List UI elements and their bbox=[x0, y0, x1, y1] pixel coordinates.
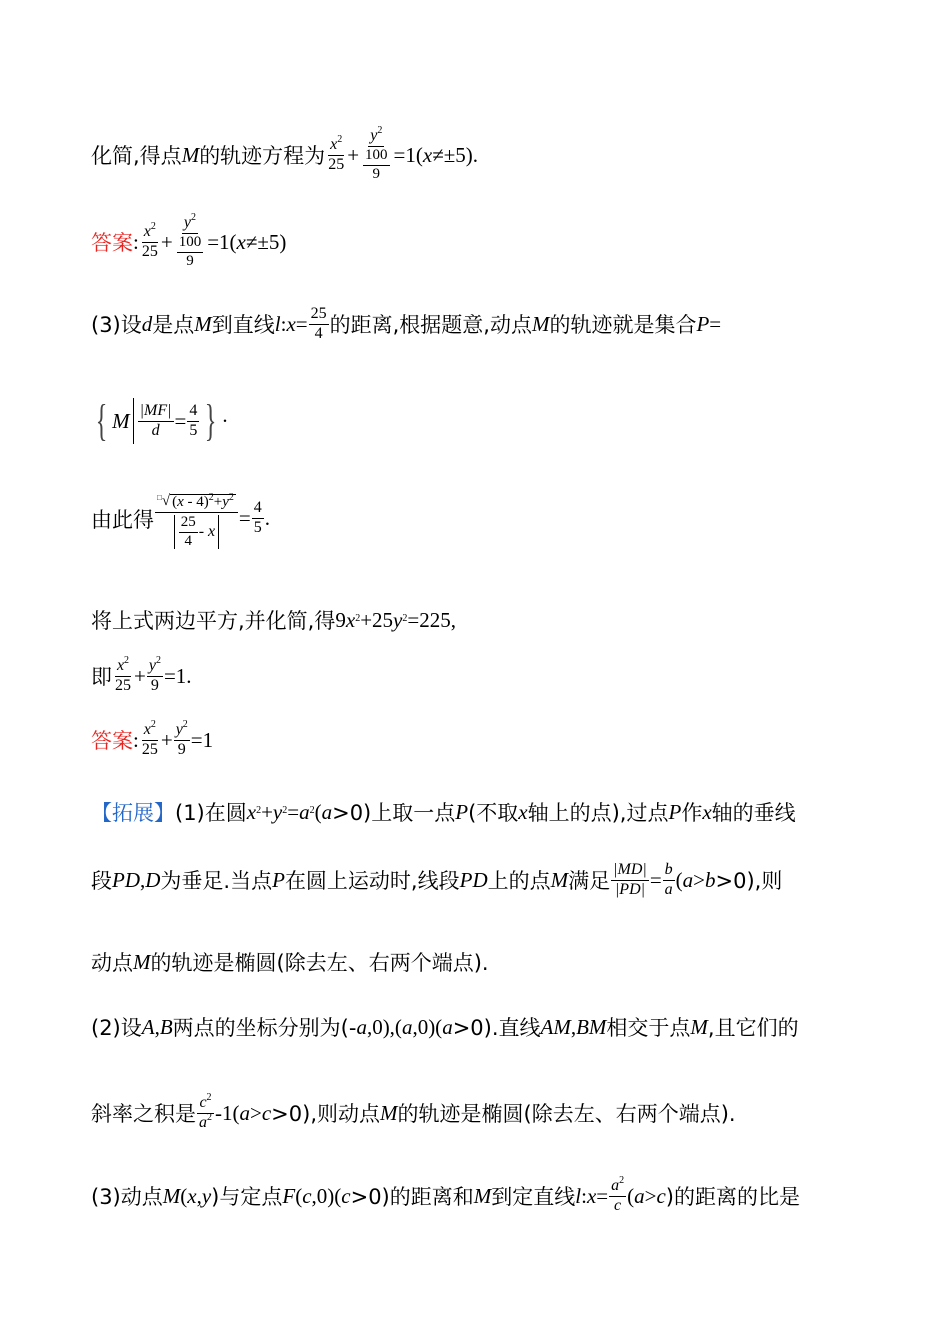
var: a bbox=[299, 799, 310, 824]
var: M bbox=[380, 1100, 398, 1125]
var: D bbox=[145, 867, 161, 892]
fraction: $\frac{b}{a}$ bbox=[664, 861, 673, 898]
text: >0),则动点 bbox=[271, 1102, 380, 1127]
left-brace: { bbox=[95, 396, 108, 445]
text: 上的点 bbox=[487, 869, 551, 894]
fraction: $\frac{25}{4}$ bbox=[310, 305, 327, 342]
divider bbox=[133, 398, 134, 444]
var: c bbox=[261, 1100, 272, 1125]
extension-line-6 bbox=[91, 1175, 800, 1215]
var: x bbox=[236, 229, 246, 254]
text: (不取 bbox=[468, 801, 519, 825]
fraction: $\frac{x^2}{25}$ bbox=[115, 655, 131, 694]
var: PD bbox=[112, 867, 140, 892]
text: 轴的垂线 bbox=[711, 801, 796, 825]
text: -1( bbox=[215, 1100, 240, 1125]
answer-label: 答案 bbox=[91, 729, 133, 754]
text: 9 bbox=[335, 607, 346, 632]
var: M bbox=[112, 408, 130, 433]
text: + bbox=[261, 799, 273, 824]
var: c bbox=[656, 1183, 666, 1208]
text: ( bbox=[627, 1183, 635, 1208]
var: a bbox=[356, 1014, 367, 1039]
text: =1( bbox=[207, 229, 237, 254]
text: >0)的距离和 bbox=[350, 1185, 474, 1210]
extension-line-1: 【拓展】 (1)在圆 x $^2$ + y $^2$ = a $^2$ ( a >0)上取一点 P (不取 x 轴上的点),过点 P 作 x 轴的垂线 bbox=[91, 797, 796, 827]
var: M bbox=[531, 311, 550, 336]
text: )与定点 bbox=[211, 1185, 283, 1210]
var: d bbox=[141, 311, 153, 336]
var: x bbox=[187, 1183, 197, 1208]
text: =1. bbox=[163, 663, 192, 688]
text: · bbox=[221, 408, 229, 433]
var: M bbox=[133, 949, 151, 974]
operator: + bbox=[134, 663, 146, 688]
var: x bbox=[345, 607, 356, 632]
extension-line-3 bbox=[91, 947, 489, 977]
var: x bbox=[702, 799, 712, 824]
operator: + bbox=[160, 229, 173, 254]
var: M bbox=[473, 1183, 492, 1208]
extension-line-4 bbox=[91, 1012, 799, 1042]
fraction: $\frac{4}{5}$ bbox=[189, 401, 198, 439]
fraction: $\frac{|MF|}{d}$ bbox=[139, 401, 172, 439]
text-line-3 bbox=[91, 306, 721, 343]
fraction: $\frac{x^2}{25}$ bbox=[328, 133, 345, 173]
text: >0),则 bbox=[715, 869, 783, 894]
var: P bbox=[272, 867, 285, 892]
text: > bbox=[250, 1100, 262, 1125]
text: 相交于点 bbox=[606, 1016, 691, 1040]
text: 到定直线 bbox=[491, 1185, 576, 1210]
var: x bbox=[286, 311, 296, 336]
text: 化简,得点 bbox=[91, 144, 182, 169]
answer-label: 答案 bbox=[91, 231, 133, 256]
text: ,0)( bbox=[412, 1014, 443, 1039]
var: F bbox=[282, 1183, 296, 1208]
text: = bbox=[709, 311, 722, 336]
var: M bbox=[181, 142, 200, 167]
set-expression bbox=[91, 398, 229, 444]
text: 的距离,根据题意,动点 bbox=[329, 313, 532, 338]
fraction: $\frac{y^2}{\frac{100}{9}}$ bbox=[178, 212, 202, 269]
fraction: $\frac{y^2}{9}$ bbox=[175, 719, 188, 758]
text: ( bbox=[314, 799, 322, 824]
text: ( bbox=[675, 867, 683, 892]
text: 两点的坐标分别为(- bbox=[172, 1016, 357, 1040]
text: )的距离的比是 bbox=[665, 1185, 800, 1210]
text: 到直线 bbox=[211, 313, 275, 338]
var: M bbox=[690, 1014, 708, 1039]
var: PD bbox=[459, 867, 488, 892]
text: 在圆上运动时,线段 bbox=[284, 869, 460, 894]
var: c bbox=[341, 1183, 351, 1208]
var: B bbox=[159, 1014, 173, 1039]
text: (3)设 bbox=[91, 313, 142, 338]
fraction: □ √ $(x - 4)^2+y^2$ $\frac{25}{4}$ - x bbox=[155, 488, 238, 549]
var: x bbox=[422, 142, 433, 167]
extension-line-2 bbox=[91, 862, 782, 899]
var: a bbox=[239, 1100, 250, 1125]
text: =1 bbox=[190, 727, 214, 752]
fraction: $\frac{4}{5}$ bbox=[253, 499, 262, 537]
text: ≠±5). bbox=[432, 142, 478, 167]
var: A bbox=[141, 1014, 155, 1039]
extension-tag: 【拓展】 bbox=[91, 801, 175, 825]
text-line-1 bbox=[91, 125, 478, 182]
text: (3)动点 bbox=[91, 1185, 163, 1210]
var: BM bbox=[576, 1014, 607, 1039]
text: : bbox=[133, 727, 139, 752]
text: ,且它们的 bbox=[707, 1016, 799, 1040]
text-line-6: 将上式两边平方,并化简,得 9 x $^2$ +25 y $^2$ =225, bbox=[91, 605, 456, 635]
text: 的轨迹是椭圆(除去左、右两个端点). bbox=[150, 951, 489, 975]
text: 即 bbox=[91, 665, 112, 690]
text: 动点 bbox=[91, 951, 133, 975]
var: b bbox=[705, 867, 716, 892]
text: 是点 bbox=[152, 313, 195, 338]
text: 的轨迹就是集合 bbox=[549, 313, 697, 338]
text: = bbox=[287, 799, 300, 824]
text: =225, bbox=[407, 607, 456, 632]
text: 为垂足.当点 bbox=[160, 869, 273, 894]
var: P bbox=[696, 311, 710, 336]
var: y bbox=[393, 607, 403, 632]
text: >0)上取一点 bbox=[332, 801, 456, 825]
operator: = bbox=[596, 1183, 609, 1208]
text: . bbox=[264, 506, 270, 531]
text: > bbox=[644, 1183, 657, 1208]
text: ( bbox=[180, 1183, 188, 1208]
var: M bbox=[162, 1183, 181, 1208]
text: , bbox=[570, 1014, 577, 1039]
text: 由此得 bbox=[91, 507, 154, 532]
fraction: $\frac{|MD|}{|PD|}$ bbox=[613, 861, 647, 898]
text: ,0),( bbox=[366, 1014, 402, 1039]
text: 作 bbox=[681, 801, 703, 825]
fraction: $\frac{c^2}{a^2}$ bbox=[199, 1092, 212, 1131]
var: a bbox=[682, 867, 694, 892]
var: P bbox=[668, 799, 682, 824]
var: P bbox=[455, 799, 469, 824]
operator: = bbox=[174, 408, 187, 433]
text: : bbox=[581, 1183, 587, 1208]
text: , bbox=[196, 1183, 202, 1208]
text: 满足 bbox=[568, 869, 611, 894]
answer-2 bbox=[91, 719, 214, 759]
extension-line-5 bbox=[91, 1092, 736, 1132]
text: > bbox=[693, 867, 705, 892]
var: AM bbox=[540, 1014, 571, 1039]
text: ,0)( bbox=[311, 1183, 342, 1208]
fraction: $\frac{x^2}{25}$ bbox=[141, 220, 158, 260]
var: a bbox=[634, 1183, 645, 1208]
var: x bbox=[518, 799, 528, 824]
text: : bbox=[133, 229, 139, 254]
fraction: $\frac{y^2}{\frac{100}{9}}$ bbox=[365, 125, 388, 182]
var: a bbox=[401, 1014, 413, 1039]
text: +25 bbox=[360, 607, 394, 632]
var: l bbox=[575, 1183, 582, 1208]
text-line-7 bbox=[91, 655, 192, 695]
text: ≠±5) bbox=[245, 229, 287, 254]
text: >0).直线 bbox=[452, 1016, 541, 1040]
text: (2)设 bbox=[91, 1016, 142, 1040]
var: a bbox=[321, 799, 333, 824]
text: ( bbox=[295, 1183, 303, 1208]
fraction: $\frac{y^2}{9}$ bbox=[148, 655, 161, 694]
operator: = bbox=[649, 867, 662, 892]
text: 的轨迹是椭圆(除去左、右两个端点). bbox=[397, 1102, 736, 1127]
operator: + bbox=[160, 727, 173, 752]
var: y bbox=[201, 1183, 212, 1208]
operator: + bbox=[347, 142, 360, 167]
operator: = bbox=[295, 311, 308, 336]
answer-1 bbox=[91, 212, 287, 269]
text: =1( bbox=[393, 142, 423, 167]
text: , bbox=[154, 1014, 160, 1039]
var: c bbox=[302, 1183, 312, 1208]
text: 轴上的点),过点 bbox=[527, 801, 669, 825]
var: x bbox=[586, 1183, 597, 1208]
var: M bbox=[550, 867, 569, 892]
fraction: $\frac{a^2}{c}$ bbox=[611, 1175, 625, 1214]
var: M bbox=[194, 311, 212, 336]
var: x bbox=[246, 799, 257, 824]
text: 斜率之积是 bbox=[91, 1102, 196, 1127]
var: y bbox=[272, 799, 283, 824]
fraction: $\frac{x^2}{25}$ bbox=[141, 719, 158, 758]
var: a bbox=[442, 1014, 453, 1039]
right-brace: } bbox=[205, 396, 217, 445]
text: 的轨迹方程为 bbox=[199, 144, 326, 169]
text: , bbox=[140, 867, 146, 892]
text: 将上式两边平方,并化简,得 bbox=[91, 609, 336, 633]
text: (1)在圆 bbox=[175, 801, 247, 825]
operator: = bbox=[238, 506, 251, 531]
text: 段 bbox=[91, 869, 112, 894]
text-line-5 bbox=[91, 488, 270, 549]
var: l bbox=[274, 311, 281, 336]
text: : bbox=[280, 311, 287, 336]
